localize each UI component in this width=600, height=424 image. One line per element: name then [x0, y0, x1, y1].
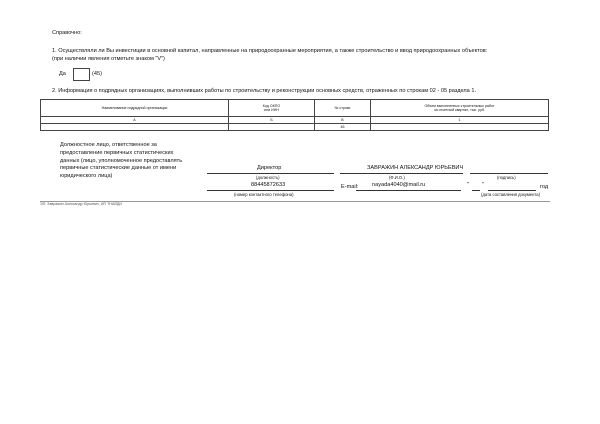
letter-v: В [315, 117, 371, 124]
position-line [207, 173, 334, 174]
name-value: ЗАВРАЖИН АЛЕКСАНДР ЮРЬЕВИЧ [367, 165, 464, 171]
cell-volume[interactable] [371, 124, 549, 131]
phone-line [207, 190, 334, 191]
official-text-line: данных (лицо, уполномоченное предоставлять [60, 157, 183, 164]
yes-code: (45) [92, 71, 102, 77]
table-row [41, 124, 549, 131]
signature-line[interactable] [470, 173, 548, 174]
letter-b: Б [229, 117, 315, 124]
contractor-table [40, 99, 549, 131]
table-letter-row [41, 117, 549, 124]
name-caption: (Ф.И.О.) [389, 175, 405, 180]
email-label: E-mail: [341, 184, 359, 190]
official-text [60, 142, 182, 181]
footer-note: ЭП: Завражин Александр Юрьевич, ИП ТНАЙДИ [40, 202, 122, 206]
position-value: Директор [257, 165, 282, 171]
email-value: nayada4040@mail.ru [372, 182, 426, 188]
official-text-line: предоставление первичных статистических [60, 149, 174, 156]
official-text-line: юридического лица) [60, 173, 113, 180]
header-okpo-text: Код ОКПО или ИНН [262, 103, 281, 112]
position-caption: (должность) [256, 175, 280, 180]
question-1-hint: (при наличии явления отметьте знаком "V") [52, 56, 165, 62]
phone-caption: (номер контактного телефона) [234, 192, 294, 197]
header-volume-text: Объем выполненных строительных работ за отчетный квартал, тыс. руб. [424, 103, 495, 112]
header-org-name [41, 100, 229, 117]
year-label: год [540, 184, 549, 190]
header-okpo [229, 100, 315, 117]
date-day-line[interactable] [472, 190, 480, 191]
question-1-text: 1. Осуществляли ли Вы инвестиции в основной капитал, направленные на природоохранные мероприятия, а также строительство и ввод природоохранных объектов: [52, 48, 488, 54]
official-text-line: первичные статистические данные от имени [60, 165, 177, 172]
official-text-line: Должностное лицо, ответственное за [60, 142, 157, 148]
date-quote-open: " [467, 182, 469, 188]
signature-caption: (подпись) [497, 175, 516, 180]
table-header-row [41, 100, 549, 117]
header-org-name-text: Наименование подрядной организации [101, 105, 168, 110]
header-volume [371, 100, 549, 117]
question-2-text: 2. Информация о подрядных организациях, выполнивших работы по строительству и реконструкции основных средств, отраженных по строкам 02 - 05 раздела 1. [52, 88, 476, 94]
yes-checkbox[interactable] [73, 68, 90, 81]
date-quote-close: " [482, 182, 484, 188]
date-caption: (дата составления документа) [481, 192, 540, 197]
cell-row-number: 46 [315, 124, 371, 131]
header-row-number [315, 100, 371, 117]
letter-1: 1 [371, 117, 549, 124]
letter-a: А [41, 117, 229, 124]
cell-org-name[interactable] [41, 124, 229, 131]
name-line [340, 173, 463, 174]
phone-value: 88445872633 [251, 182, 286, 188]
date-month-line[interactable] [488, 190, 536, 191]
cell-okpo[interactable] [229, 124, 315, 131]
email-line [356, 190, 461, 191]
reference-title: Справочно: [52, 30, 82, 36]
header-row-number-text: № строки [334, 105, 351, 110]
yes-label: Да [59, 71, 66, 77]
